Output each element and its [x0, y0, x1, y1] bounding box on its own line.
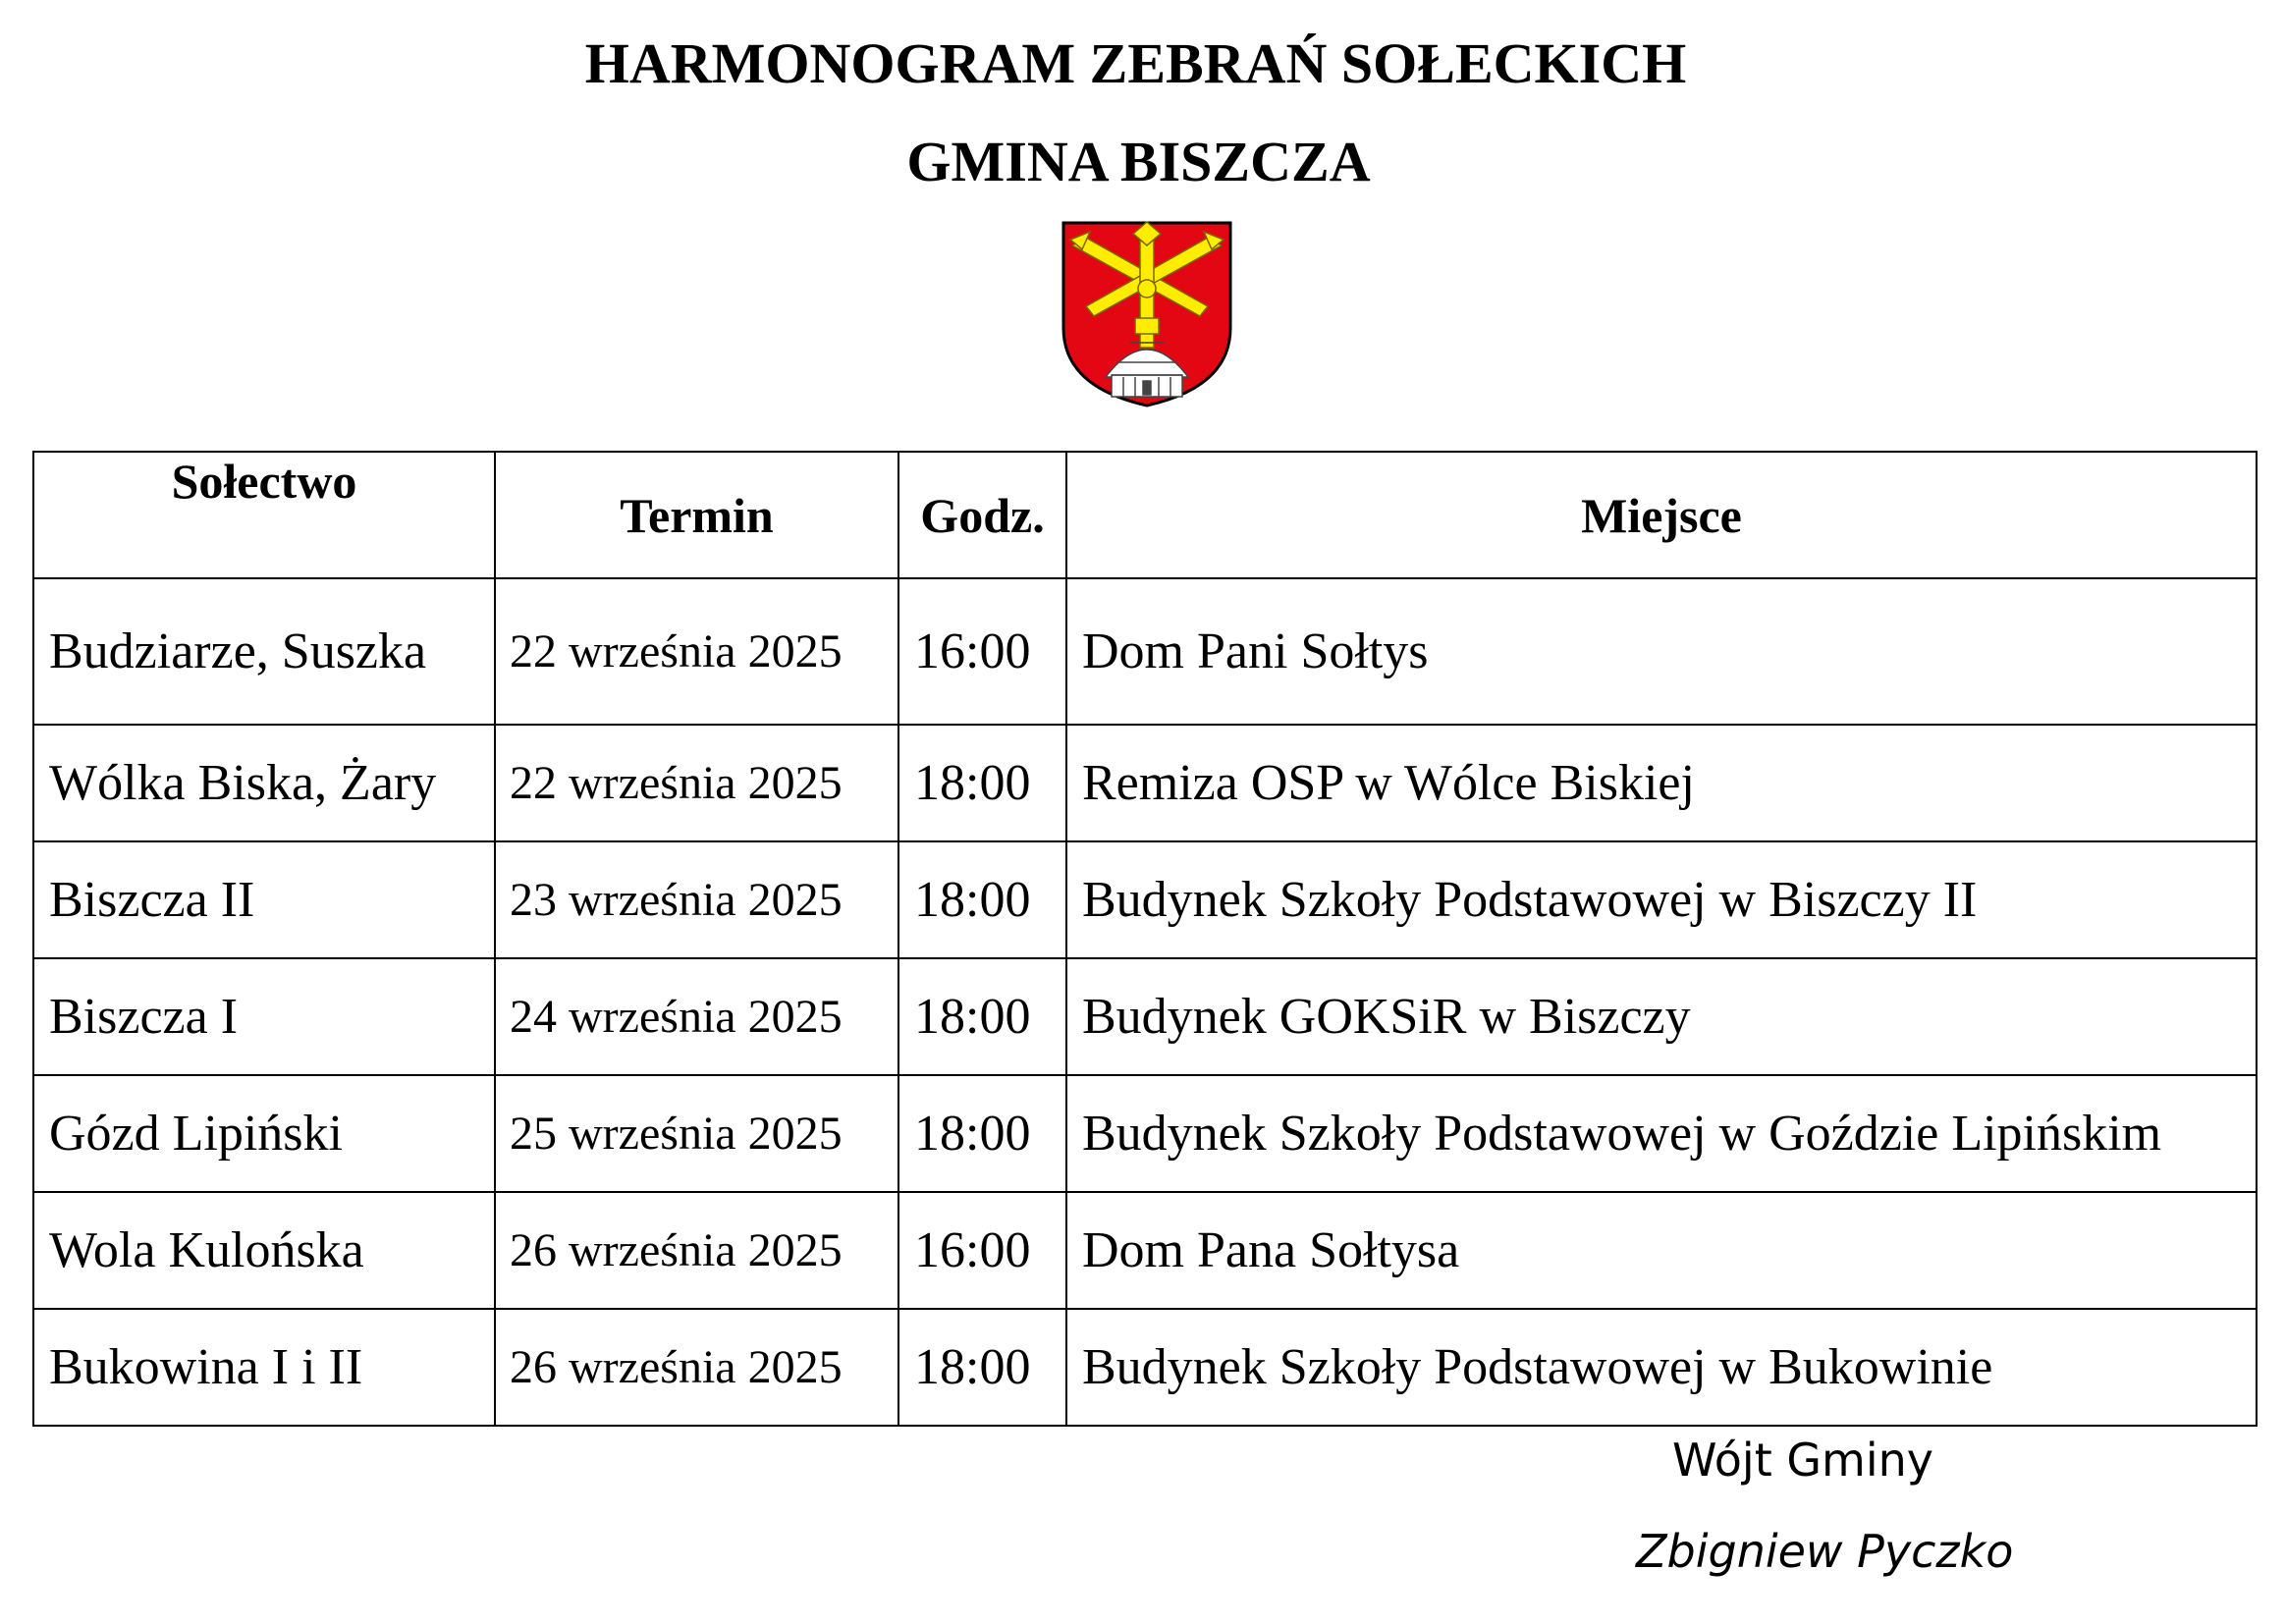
cell-termin: 22 września 2025 [495, 578, 898, 725]
cell-godz: 16:00 [898, 1192, 1066, 1309]
cell-miejsce: Budynek Szkoły Podstawowej w Biszczy II [1066, 841, 2257, 958]
cell-termin: 25 września 2025 [495, 1075, 898, 1192]
schedule-table [32, 451, 2258, 1427]
cell-miejsce: Budynek Szkoły Podstawowej w Goździe Lipińskim [1066, 1075, 2257, 1192]
cell-solectwo: Biszcza II [33, 841, 495, 958]
cell-miejsce: Remiza OSP w Wólce Biskiej [1066, 725, 2257, 841]
table-row [33, 958, 2257, 1075]
cell-termin: 23 września 2025 [495, 841, 898, 958]
cell-godz: 18:00 [898, 1309, 1066, 1426]
table-row [33, 1075, 2257, 1192]
signature-name: Zbigniew Pyczko [1636, 1525, 2014, 1578]
cell-termin: 22 września 2025 [495, 725, 898, 841]
signature-title: Wójt Gminy [1672, 1434, 1933, 1487]
header-termin: Termin [495, 452, 898, 578]
cell-miejsce: Budynek Szkoły Podstawowej w Bukowinie [1066, 1309, 2257, 1426]
cell-solectwo: Wólka Biska, Żary [33, 725, 495, 841]
cell-termin: 26 września 2025 [495, 1309, 898, 1426]
header-solectwo: Sołectwo [33, 452, 495, 578]
cell-termin: 24 września 2025 [495, 958, 898, 1075]
document-title: HARMONOGRAM ZEBRAŃ SOŁECKICH [584, 31, 1687, 95]
cell-godz: 18:00 [898, 1075, 1066, 1192]
cell-solectwo: Bukowina I i II [33, 1309, 495, 1426]
table-row [33, 1192, 2257, 1309]
cell-termin: 26 września 2025 [495, 1192, 898, 1309]
cell-godz: 18:00 [898, 958, 1066, 1075]
cell-godz: 18:00 [898, 725, 1066, 841]
cell-solectwo: Gózd Lipiński [33, 1075, 495, 1192]
cell-miejsce: Budynek GOKSiR w Biszczy [1066, 958, 2257, 1075]
cell-godz: 16:00 [898, 578, 1066, 725]
coat-of-arms-icon [1061, 220, 1233, 408]
header-godz: Godz. [898, 452, 1066, 578]
document-subtitle: GMINA BISZCZA [906, 130, 1371, 193]
table-row [33, 578, 2257, 725]
cell-miejsce: Dom Pana Sołtysa [1066, 1192, 2257, 1309]
header-miejsce: Miejsce [1066, 452, 2257, 578]
cell-solectwo: Budziarze, Suszka [33, 578, 495, 725]
cell-solectwo: Biszcza I [33, 958, 495, 1075]
cell-godz: 18:00 [898, 841, 1066, 958]
cell-miejsce: Dom Pani Sołtys [1066, 578, 2257, 725]
cell-solectwo: Wola Kulońska [33, 1192, 495, 1309]
table-row [33, 841, 2257, 958]
table-row [33, 1309, 2257, 1426]
table-header-row [33, 452, 2257, 578]
table-row [33, 725, 2257, 841]
